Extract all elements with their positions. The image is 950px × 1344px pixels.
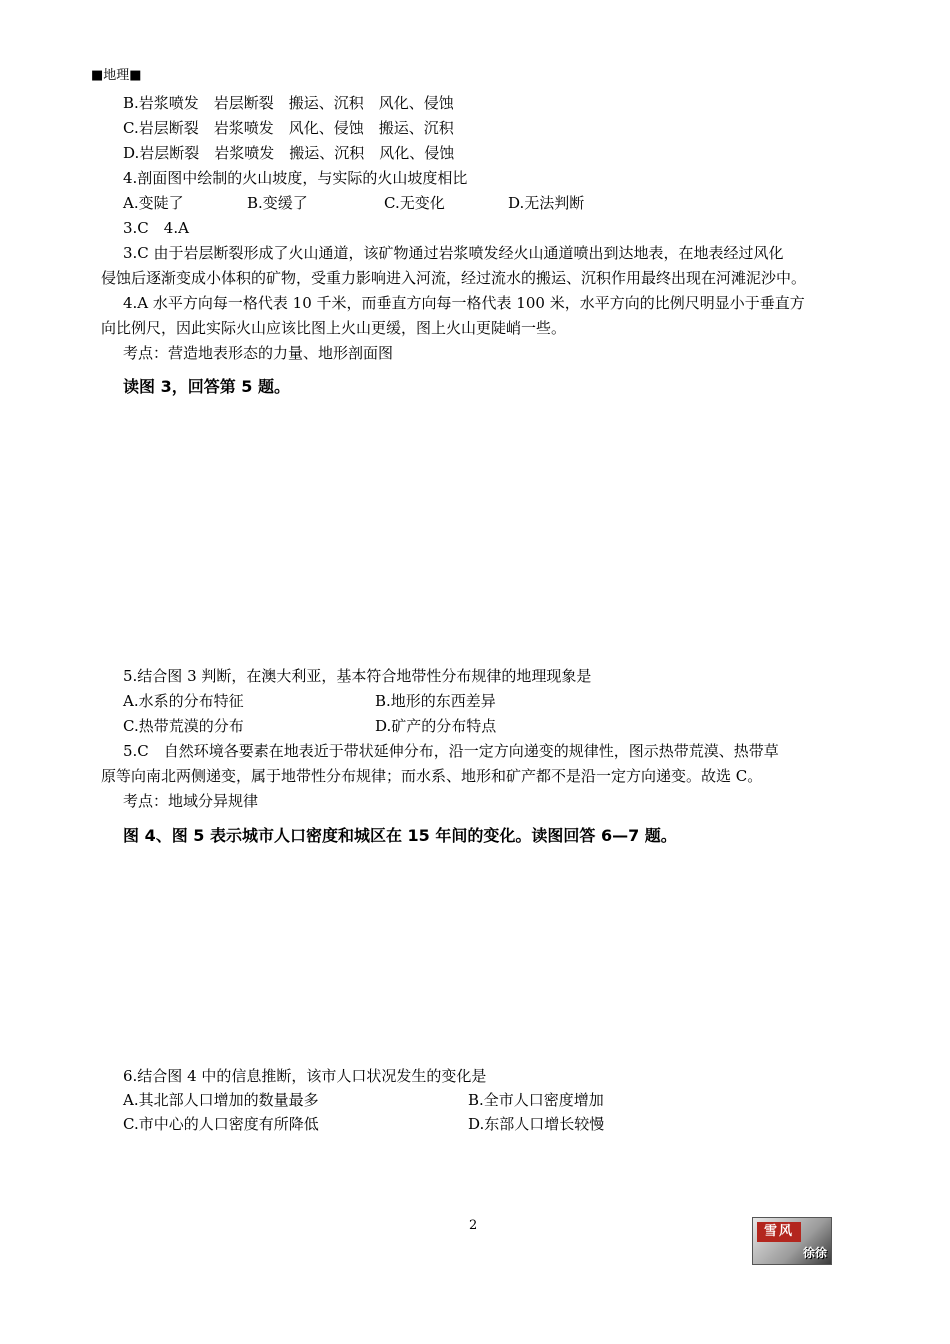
explanation-3-line2: 侵蚀后逐渐变成小体积的矿物，受重力影响进入河流，经过流水的搬运、沉积作用最终出现在河滩泥沙中。 bbox=[101, 269, 807, 287]
explanation-4-line1: 4.A 水平方向每一格代表 10 千米，而垂直方向每一格代表 100 米，水平方向的比例尺明显小于垂直方 bbox=[123, 294, 805, 312]
q4-option-c: C.无变化 bbox=[384, 194, 445, 212]
explanation-3-line1: 3.C 由于岩层断裂形成了火山通道，该矿物通过岩浆喷发经火山通道喷出到达地表，在地表经过风化 bbox=[123, 244, 784, 262]
answers-3-4: 3.C 4.A bbox=[123, 219, 189, 237]
read-figures-4-5-prompt: 图 4、图 5 表示城市人口密度和城区在 15 年间的变化。读图回答 6—7 题。 bbox=[123, 826, 677, 845]
q3-option-c: C.岩层断裂 岩浆喷发 风化、侵蚀 搬运、沉积 bbox=[123, 119, 454, 137]
q5-option-a: A.水系的分布特征 bbox=[123, 692, 244, 710]
q4-option-d: D.无法判断 bbox=[508, 194, 585, 212]
question-6: 6.结合图 4 中的信息推断，该市人口状况发生的变化是 bbox=[123, 1067, 487, 1085]
q6-option-b: B.全市人口密度增加 bbox=[468, 1091, 604, 1109]
subject-header: ■地理■ bbox=[91, 68, 142, 83]
key-point-1: 考点：营造地表形态的力量、地形剖面图 bbox=[123, 344, 394, 362]
explanation-4-line2: 向比例尺，因此实际火山应该比图上火山更缓，图上火山更陡峭一些。 bbox=[101, 319, 567, 337]
page-number: 2 bbox=[469, 1218, 478, 1233]
q5-option-d: D.矿产的分布特点 bbox=[375, 717, 497, 735]
q6-option-a: A.其北部人口增加的数量最多 bbox=[123, 1091, 319, 1109]
read-figure-3-prompt: 读图 3，回答第 5 题。 bbox=[123, 377, 290, 396]
explanation-5-line2: 原等向南北两侧递变，属于地带性分布规律；而水系、地形和矿产都不是沿一定方向递变。故选 C。 bbox=[101, 767, 763, 785]
q3-option-b: B.岩浆喷发 岩层断裂 搬运、沉积 风化、侵蚀 bbox=[123, 94, 454, 112]
q3-option-d: D.岩层断裂 岩浆喷发 搬运、沉积 风化、侵蚀 bbox=[123, 144, 455, 162]
logo-bottom-text: 徐徐 bbox=[802, 1246, 827, 1260]
q5-option-b: B.地形的东西差异 bbox=[375, 692, 496, 710]
explanation-5-line1: 5.C 自然环境各要素在地表近于带状延伸分布，沿一定方向递变的规律性，图示热带荒漠、热带草 bbox=[123, 742, 779, 760]
question-5: 5.结合图 3 判断，在澳大利亚，基本符合地带性分布规律的地理现象是 bbox=[123, 667, 592, 685]
logo-top-text: 雪风 bbox=[757, 1222, 801, 1242]
q6-option-d: D.东部人口增长较慢 bbox=[468, 1115, 605, 1133]
q4-option-a: A.变陡了 bbox=[123, 194, 184, 212]
q4-option-b: B.变缓了 bbox=[247, 194, 308, 212]
question-4: 4.剖面图中绘制的火山坡度，与实际的火山坡度相比 bbox=[123, 169, 468, 187]
q5-option-c: C.热带荒漠的分布 bbox=[123, 717, 244, 735]
publisher-logo bbox=[752, 1217, 832, 1265]
key-point-2: 考点：地域分异规律 bbox=[123, 792, 259, 810]
q6-option-c: C.市中心的人口密度有所降低 bbox=[123, 1115, 319, 1133]
